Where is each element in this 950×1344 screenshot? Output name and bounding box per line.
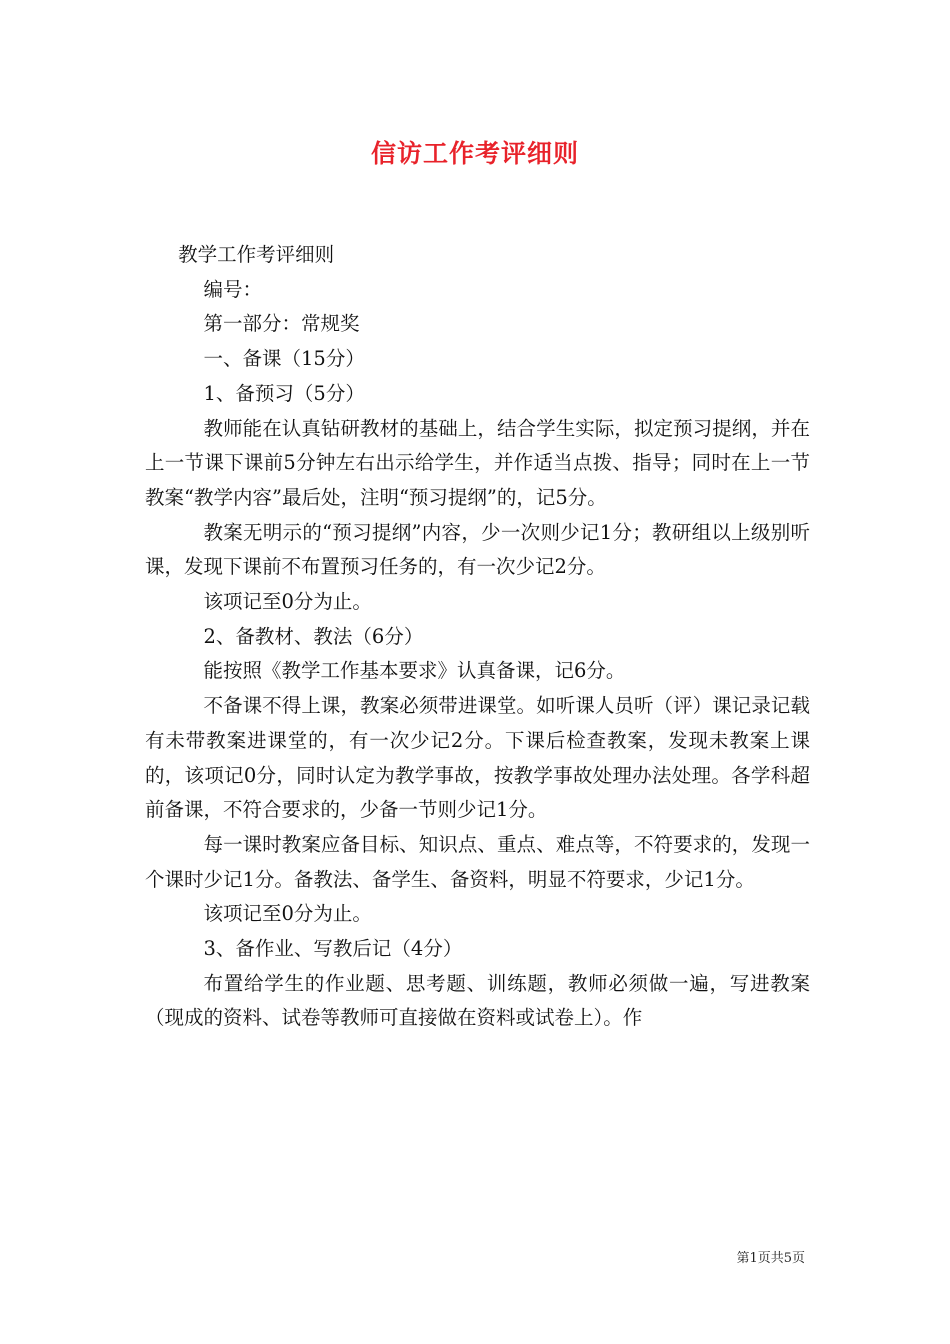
paragraph-item-materials: 2、备教材、教法（6分）: [203, 624, 424, 648]
page-footer: 第1页共5页: [736, 1251, 805, 1266]
paragraph-text: 每一课时教案应备目标、知识点、重点、难点等，不符要求的，发现一个课时少记1分。备教法、备学生、备资料，明显不符要求，少记1分。: [145, 832, 810, 891]
paragraph-text: 布置给学生的作业题、思考题、训练题，教师必须做一遍，写进教案（现成的资料、试卷等教师可直接做在资料或试卷上）。作: [145, 971, 810, 1030]
document-body: [145, 238, 810, 1036]
paragraph-item-homework: 3、备作业、写教后记（4分）: [203, 937, 463, 961]
paragraph-serial: 编号：: [203, 277, 263, 301]
paragraph-part-one: 第一部分：常规奖: [203, 312, 360, 336]
paragraph-text: 不备课不得上课，教案必须带进课堂。如听课人员听（评）课记录记载有未带教案进课堂的，有一次少记2分。下课后检查教案，发现未教案上课的，该项记0分，同时认定为教学事故，按教学事故处理办法处理。各学科超前备课，不符合要求的，少备一节则少记1分。: [145, 694, 810, 822]
paragraph-text: 该项记至0分为止。: [203, 902, 372, 926]
paragraph-text: 能按照《教学工作基本要求》认真备课，记6分。: [203, 659, 626, 683]
paragraph-section-prep: 一、备课（15分）: [203, 347, 365, 371]
paragraph-text: 教案无明示的“预习提纲”内容，少一次则少记1分；教研组以上级别听课，发现下课前不布置预习任务的，有一次少记2分。: [145, 520, 810, 579]
paragraph-heading: 教学工作考评细则: [178, 243, 335, 266]
document-title: 信访工作考评细则: [370, 139, 579, 168]
paragraph-text: 该项记至0分为止。: [203, 590, 372, 614]
paragraph-text: 教师能在认真钻研教材的基础上，结合学生实际，拟定预习提纲，并在上一节课下课前5分钟左右出示给学生，并作适当点拨、指导；同时在上一节教案“教学内容”最后处，注明“预习提纲”的，记5分。: [145, 416, 810, 509]
paragraph-item-preview: 1、备预习（5分）: [203, 381, 365, 405]
